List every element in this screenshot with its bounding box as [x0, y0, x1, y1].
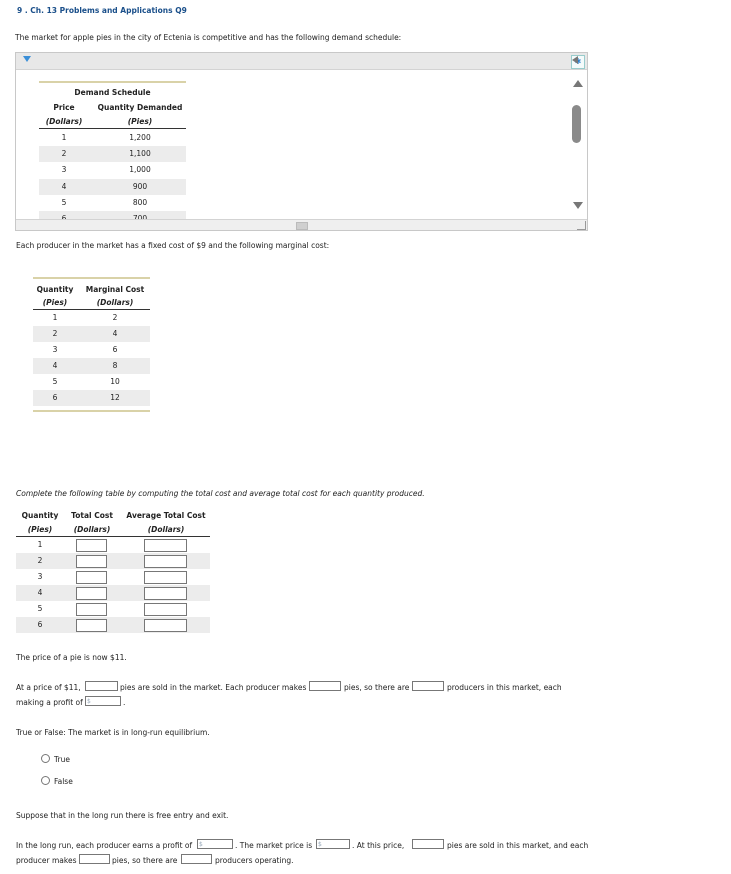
table-top-rule	[39, 81, 186, 83]
pies-sold-input[interactable]	[85, 681, 118, 691]
table-row: 2 1,100	[39, 146, 186, 162]
table-row: 5	[16, 601, 210, 617]
atc-header: Average Total Cost	[126, 511, 206, 520]
total-cost-input[interactable]	[76, 603, 107, 616]
avg-total-cost-input[interactable]	[144, 619, 187, 632]
lr-profit-input[interactable]: $	[197, 839, 233, 849]
mc-unit: (Dollars)	[96, 298, 134, 307]
lr-pies-sold-input[interactable]	[412, 839, 444, 849]
pies-per-producer-input[interactable]	[309, 681, 341, 691]
table-top-rule	[33, 277, 150, 279]
qty-demanded-unit: (Pies)	[127, 117, 153, 126]
true-label[interactable]: True	[54, 755, 70, 764]
total-cost-input[interactable]	[76, 571, 107, 584]
tc-qty-unit: (Pies)	[27, 525, 53, 534]
atc-unit: (Dollars)	[147, 525, 185, 534]
table-row: 1 1,200	[61, 133, 151, 142]
q2-text-c: . At this price,	[352, 841, 405, 850]
mc-header: Marginal Cost	[85, 285, 145, 294]
total-cost-input[interactable]	[76, 539, 107, 552]
lr-pies-per-producer-input[interactable]	[79, 854, 110, 864]
panel-header	[16, 53, 587, 70]
avg-total-cost-input[interactable]	[144, 555, 187, 568]
vertical-scroll-thumb[interactable]	[572, 105, 581, 143]
price-unit: (Dollars)	[45, 117, 83, 126]
q2-text-e: producer makes	[16, 856, 77, 865]
lr-num-producers-input[interactable]	[181, 854, 212, 864]
table-row: 6	[16, 617, 210, 633]
scroll-grip-icon[interactable]	[296, 222, 308, 230]
mc-qty-unit: (Pies)	[42, 298, 68, 307]
table-row: 2	[16, 553, 210, 569]
q1-text-a: At a price of $11,	[16, 683, 81, 692]
false-label[interactable]: False	[54, 777, 73, 786]
q2-text-b: . The market price is	[235, 841, 313, 850]
collapse-caret-icon[interactable]	[23, 56, 31, 62]
table-row: 5 800	[61, 198, 148, 207]
scroll-up-arrow-icon[interactable]	[573, 80, 583, 87]
qty-demanded-header: Quantity Demanded	[97, 103, 183, 112]
longrun-intro: Suppose that in the long run there is free entry and exit.	[16, 811, 229, 820]
total-cost-input[interactable]	[76, 555, 107, 568]
table-row: 6 12	[33, 390, 150, 406]
total-cost-input[interactable]	[76, 587, 107, 600]
table-row: 3 6	[52, 345, 118, 354]
profit-input[interactable]: $	[85, 696, 121, 706]
false-radio[interactable]	[41, 776, 50, 785]
table-row: 4	[16, 585, 210, 601]
header-rule	[39, 128, 186, 129]
table-row: 1	[16, 537, 210, 553]
q2-text-a: In the long run, each producer earns a profit of	[16, 841, 193, 850]
q1-text-c: pies, so there are	[344, 683, 410, 692]
tc-qty-header: Quantity	[21, 511, 59, 520]
lr-price-input[interactable]: $	[316, 839, 350, 849]
table-row: 3 1,000	[61, 165, 151, 174]
demand-scroll-panel[interactable]	[15, 52, 588, 231]
q1-text-end: .	[123, 698, 126, 707]
intro-text: The market for apple pies in the city of Ectenia is competitive and has the following demand schedule:	[15, 33, 402, 42]
q1-text-b: pies are sold in the market. Each producer makes	[120, 683, 307, 692]
pin-icon[interactable]: ✱	[571, 55, 585, 69]
table-row: 5 10	[52, 377, 120, 386]
mc-qty-header: Quantity	[36, 285, 74, 294]
tf-question: True or False: The market is in long-run equilibrium.	[16, 728, 210, 737]
cost-intro-text: Each producer in the market has a fixed cost of $9 and the following marginal cost:	[16, 241, 330, 250]
horizontal-scrollbar[interactable]	[16, 219, 587, 231]
avg-total-cost-input[interactable]	[144, 539, 187, 552]
complete-instruction: Complete the following table by computing the total cost and average total cost for each quantity produced.	[16, 489, 425, 498]
resize-handle-icon[interactable]	[577, 221, 586, 230]
avg-total-cost-input[interactable]	[144, 603, 187, 616]
q2-text-g: producers operating.	[215, 856, 294, 865]
total-cost-input[interactable]	[76, 619, 107, 632]
avg-total-cost-input[interactable]	[144, 587, 187, 600]
table-row: 2 4	[33, 326, 150, 342]
q2-text-f: pies, so there are	[112, 856, 178, 865]
q2-text-d: pies are sold in this market, and each	[447, 841, 589, 850]
true-radio[interactable]	[41, 754, 50, 763]
q1-text-d: producers in this market, each	[447, 683, 562, 692]
table-row: 4 900	[39, 179, 186, 195]
q1-text-e: making a profit of	[16, 698, 83, 707]
price-header: Price	[53, 103, 75, 112]
page-title: 9 . Ch. 13 Problems and Applications Q9	[17, 6, 187, 15]
table-row: 3	[16, 569, 210, 585]
table-bottom-rule	[33, 410, 150, 412]
price-now-text: The price of a pie is now $11.	[16, 653, 127, 662]
tc-header: Total Cost	[71, 511, 113, 520]
tc-unit: (Dollars)	[73, 525, 111, 534]
avg-total-cost-input[interactable]	[144, 571, 187, 584]
demand-caption: Demand Schedule	[74, 88, 151, 97]
scroll-left-arrow-icon[interactable]	[572, 56, 578, 64]
table-row: 1 2	[52, 313, 118, 322]
scroll-down-arrow-icon[interactable]	[573, 202, 583, 209]
num-producers-input[interactable]	[412, 681, 444, 691]
table-row: 4 8	[33, 358, 150, 374]
